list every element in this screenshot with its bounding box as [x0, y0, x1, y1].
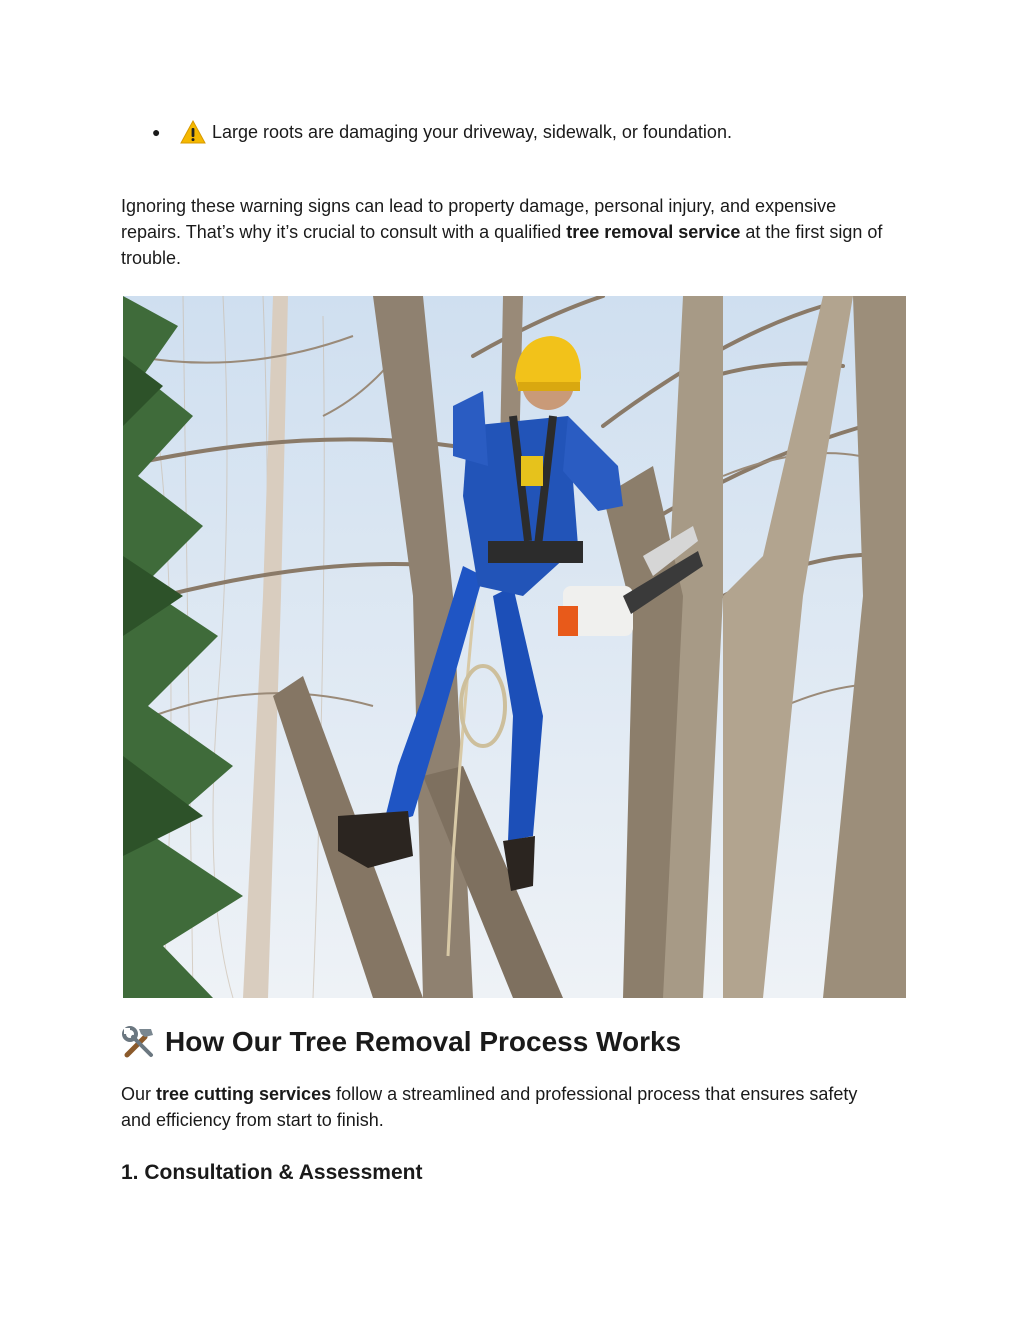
process-paragraph: [121, 1081, 891, 1133]
arborist-photo: [123, 296, 906, 998]
list-item-text: Large roots are damaging your driveway, sidewalk, or foundation.: [212, 122, 732, 142]
paragraph-text: Our: [121, 1084, 157, 1104]
paragraph-text: at the first sign of trouble.: [121, 222, 883, 268]
hammer-wrench-icon: [121, 1025, 157, 1059]
step-heading: 1. Consultation & Assessment: [121, 1161, 423, 1184]
paragraph-text: Ignoring these warning signs can lead to property damage, personal injury, and expensive repairs. That’s why it’s crucial to consult with a qualified: [121, 196, 837, 242]
bold-term: tree removal service: [566, 222, 741, 242]
warning-icon: [180, 120, 206, 144]
section-heading: [121, 1022, 681, 1062]
paragraph-text: follow a streamlined and professional process that ensures safety and efficiency from start to finish.: [121, 1084, 858, 1130]
section-heading-text: How Our Tree Removal Process Works: [165, 1026, 682, 1057]
list-item: [152, 118, 732, 146]
warning-paragraph: [121, 193, 891, 271]
bullet-marker: ●: [152, 124, 161, 140]
bold-term: tree cutting services: [156, 1084, 332, 1104]
